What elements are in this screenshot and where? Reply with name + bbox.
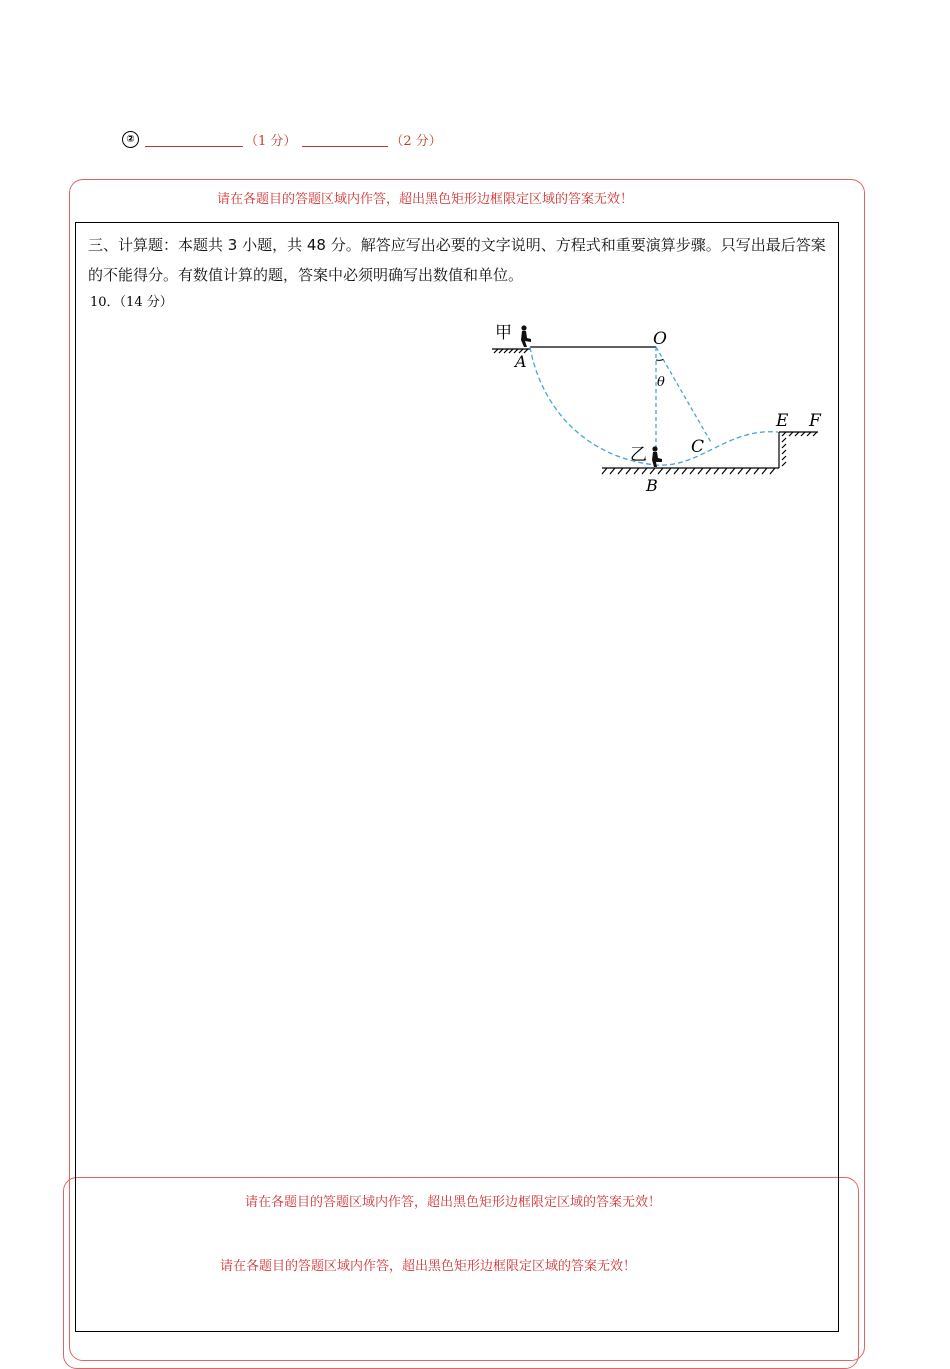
- label-theta: θ: [657, 375, 665, 390]
- label-O: O: [653, 329, 667, 349]
- label-E: E: [776, 411, 789, 431]
- region-warning-top: 请在各题目的答题区域内作答，超出黑色矩形边框限定区域的答案无效！: [217, 192, 634, 207]
- circled-number-marker: ②: [122, 131, 139, 148]
- answer-blank-1[interactable]: [145, 132, 243, 147]
- label-B: B: [646, 476, 658, 495]
- label-F: F: [809, 411, 821, 431]
- section-instructions: 三、计算题：本题共 3 小题，共 48 分。解答应写出必要的文字说明、方程式和重要演算步骤。只写出最后答案的不能得分。有数值计算的题，答案中必须明确写出数值和单位。: [88, 236, 826, 284]
- region-warning-bottom: 请在各题目的答题区域内作答，超出黑色矩形边框限定区域的答案无效！: [220, 1259, 637, 1274]
- label-A: A: [515, 352, 527, 371]
- region-warning-middle: 请在各题目的答题区域内作答，超出黑色矩形边框限定区域的答案无效！: [245, 1195, 662, 1210]
- person-yi-icon: [652, 446, 662, 467]
- score-label-1: （1 分）: [245, 133, 297, 149]
- dashed-line-O-C: [656, 347, 712, 444]
- right-platform: [779, 432, 818, 468]
- label-yi: 乙: [630, 445, 647, 465]
- theta-arc: [656, 359, 663, 360]
- question-label: 10．（14 分）: [90, 295, 173, 310]
- label-jia: 甲: [495, 323, 512, 343]
- person-jia-icon: [521, 325, 531, 347]
- score-label-2: （2 分）: [390, 133, 442, 149]
- bottom-ground: [602, 468, 779, 474]
- label-C: C: [691, 437, 705, 457]
- answer-blank-2[interactable]: [302, 132, 388, 147]
- physics-diagram: [486, 318, 831, 498]
- answer-row-2: [122, 128, 442, 150]
